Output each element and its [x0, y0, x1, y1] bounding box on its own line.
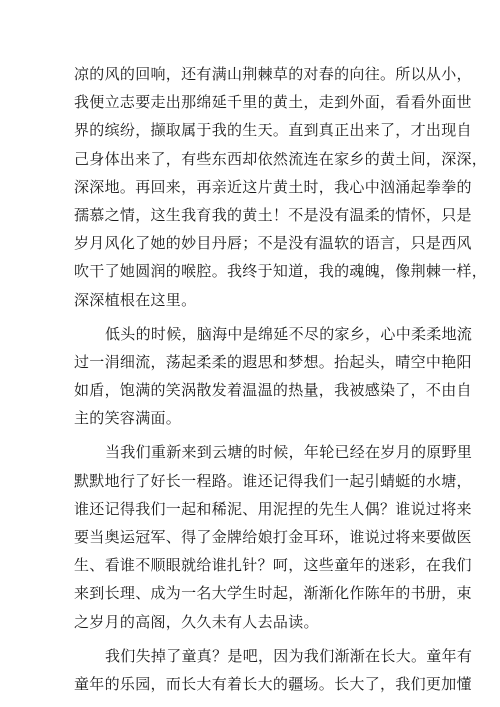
paragraph — [74, 320, 473, 433]
text-line: 岁月风化了她的妙目丹唇；不是没有温软的语言，只是西风 — [74, 234, 472, 253]
text-line: 我们失掉了童真？是吧，因为我们渐渐在长大。童年有 — [105, 646, 473, 665]
text-line: 吹干了她圆润的喉腔。我终于知道，我的魂魄，像荆棘一样， — [74, 262, 488, 281]
text-line: 低头的时候，脑海中是绵延不尽的家乡，心中柔柔地流 — [105, 324, 473, 343]
text-line: 己身体出来了，有些东西却依然流连在家乡的黄土间，深深， — [74, 149, 488, 168]
text-line: 默默地行了好长一程路。谁还记得我们一起引蜻蜓的水塘， — [74, 471, 472, 490]
text-line: 生、看谁不顺眼就给谁扎针？呵，这些童年的迷彩，在我们 — [74, 556, 472, 575]
text-line: 深深地。再回来，再亲近这片黄土时，我心中汹涌起拳拳的 — [74, 177, 472, 196]
text-line: 童年的乐园，而长大有着长大的疆场。长大了，我们更加懂 — [74, 674, 472, 693]
text-line: 凉的风的回响，还有满山荆棘草的对春的向往。所以从小， — [74, 65, 472, 83]
text-line: 孺慕之情，这生我育我的黄土！不是没有温柔的情怀，只是 — [74, 205, 472, 224]
paragraph — [74, 642, 473, 698]
text-line: 之岁月的高阁，久久未有人去品读。 — [74, 612, 319, 631]
text-line: 如盾，饱满的笑涡散发着温温的热量，我被感染了，不由自 — [74, 381, 472, 400]
text-line: 要当奥运冠军、得了金牌给娘打金耳环，谁说过将来要做医 — [74, 528, 472, 546]
text-line: 当我们重新来到云塘的时候，年轮已经在岁月的原野里 — [105, 443, 473, 462]
text-line: 我便立志要走出那绵延千里的黄土，走到外面，看看外面世 — [74, 93, 472, 112]
paragraph — [74, 60, 488, 314]
document-body — [74, 60, 488, 698]
text-line: 界的缤纷，撷取属于我的生天。直到真正出来了，才出现自 — [74, 121, 472, 140]
paragraph — [74, 438, 473, 635]
text-line: 主的笑容满面。 — [74, 409, 182, 428]
text-line: 过一涓细流，荡起柔柔的遐思和梦想。抬起头，晴空中艳阳 — [74, 352, 472, 371]
text-line: 谁还记得我们一起和稀泥、用泥捏的先生人偶？谁说过将来 — [74, 499, 472, 518]
text-line: 来到长理、成为一名大学生时起，渐渐化作陈年的书册，束 — [74, 584, 472, 603]
text-line: 深深植根在这里。 — [74, 290, 197, 309]
